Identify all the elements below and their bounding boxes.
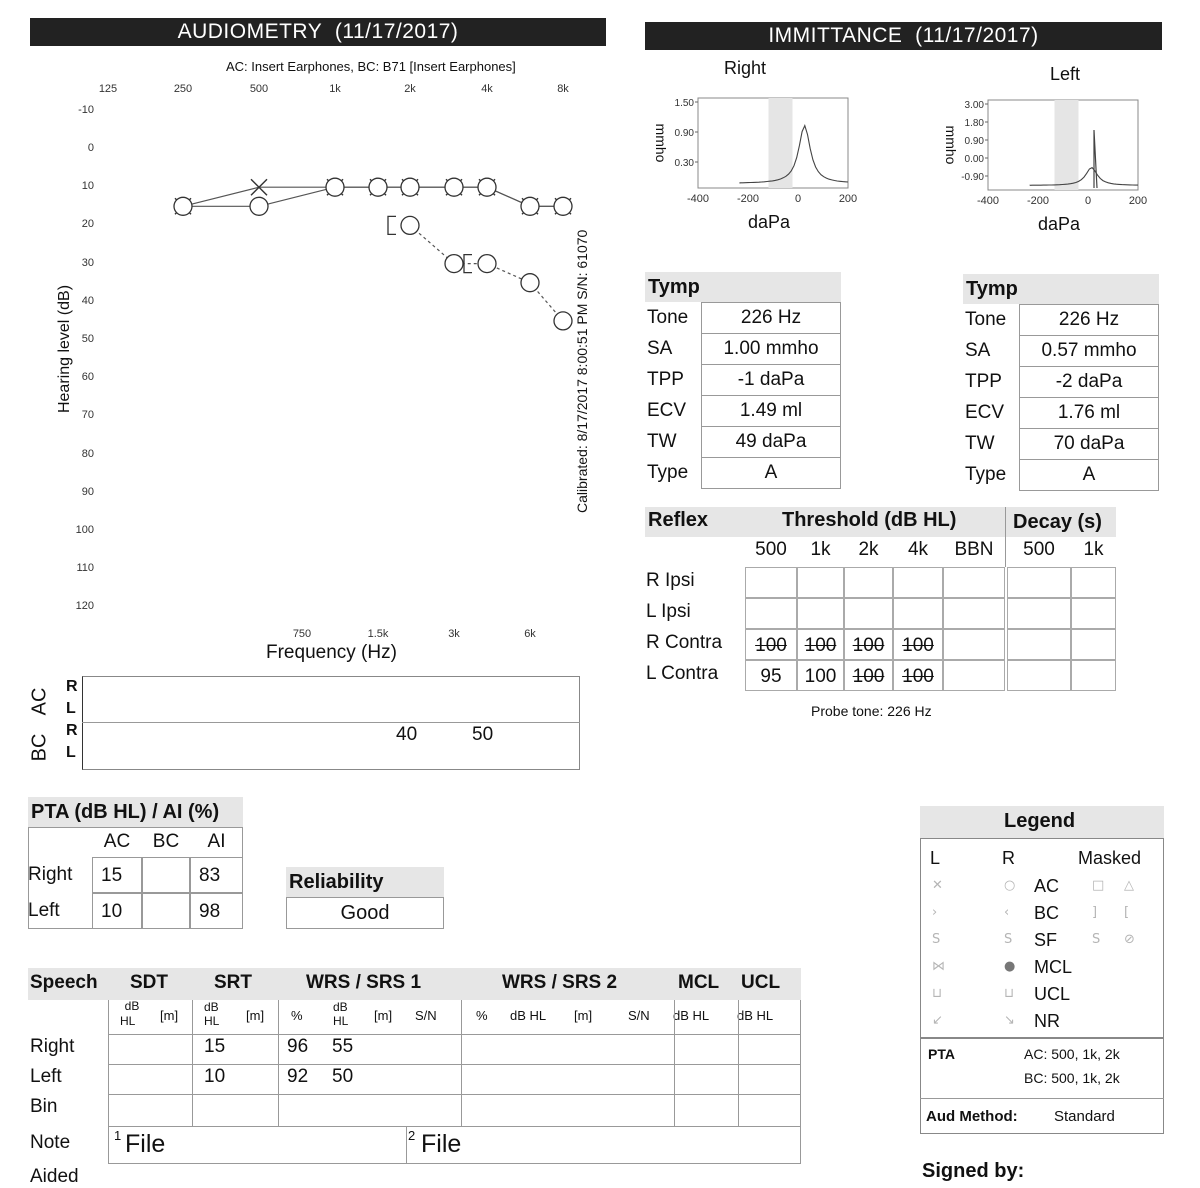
- masking-bc: [30, 728, 58, 768]
- tymp-row: [963, 367, 1159, 398]
- tymp-value: 226 Hz: [1020, 305, 1159, 336]
- freq-tick-bottom: 3k: [448, 628, 460, 640]
- reflex-cell: [943, 660, 1005, 691]
- aided-label: Aided: [30, 1166, 79, 1187]
- tymp-key: Tone: [645, 303, 702, 334]
- legend-symbol-icon: S: [1092, 932, 1101, 947]
- reflex-col-header: 1k: [1083, 539, 1104, 560]
- tymp-row: [963, 336, 1159, 367]
- reflex-sep: [1005, 507, 1006, 567]
- reflex-row-label: L Contra: [646, 663, 719, 684]
- tymp-key: ECV: [645, 396, 702, 427]
- tymp-x-unit: daPa: [1037, 214, 1081, 234]
- legend-symbol-icon: ●: [1004, 959, 1016, 974]
- reflex-cell: [1071, 598, 1116, 629]
- tymp-left-label: Left: [1050, 64, 1081, 84]
- reliability-label: Reliability: [286, 867, 444, 897]
- reflex-cell: [943, 567, 1005, 598]
- reflex-col-header: 500: [1023, 539, 1055, 560]
- tymp-y-unit: mmho: [943, 125, 959, 165]
- legend-pta-bc: BC: 500, 1k, 2k: [1024, 1070, 1120, 1086]
- reflex-cell: [745, 567, 797, 598]
- tymp-key: ECV: [963, 398, 1020, 429]
- legend-symbol-icon: ⊘: [1124, 932, 1135, 947]
- reflex-row-label: R Contra: [646, 632, 723, 653]
- tymp-value: A: [702, 458, 841, 489]
- db-tick: 10: [81, 180, 94, 193]
- reliability-box: [286, 867, 444, 929]
- tymp-value: -1 daPa: [702, 365, 841, 396]
- tymp-table-left: [963, 274, 1159, 491]
- pta-row-label: Right: [28, 864, 73, 885]
- note2-sup: 2: [408, 1128, 416, 1143]
- immittance-date: (11/17/2017): [915, 24, 1039, 47]
- tymp-x-tick: 0: [794, 193, 802, 205]
- reflex-cell: [893, 598, 943, 629]
- tymp-row: [963, 398, 1159, 429]
- freq-tick-top: 125: [98, 83, 118, 95]
- tymp-y-tick: 0.00: [964, 154, 984, 165]
- tymp-table-right: [645, 272, 841, 489]
- legend-symbol-icon: ✕: [932, 878, 943, 893]
- pta-cell: 15: [92, 857, 142, 893]
- legend-symbol-icon: ‹: [1004, 905, 1010, 920]
- speech-section: [28, 968, 801, 1188]
- legend-row-label: AC: [1034, 876, 1060, 896]
- freq-tick-bottom: 750: [292, 628, 312, 640]
- reflex-threshold-label: Threshold (dB HL): [782, 509, 957, 531]
- immittance-header: [645, 22, 1162, 50]
- reflex-cell: 100: [797, 629, 844, 660]
- freq-tick-top: 4k: [481, 83, 493, 95]
- right-ac-point: [369, 178, 387, 196]
- wrs1-m: [m]: [374, 1008, 393, 1023]
- audiogram-chart: [90, 90, 590, 630]
- db-tick: 50: [81, 333, 94, 345]
- db-tick: 100: [75, 524, 94, 536]
- probe-tone: Probe tone: 226 Hz: [811, 703, 932, 719]
- reflex-cell: [893, 567, 943, 598]
- tymp-row: [645, 458, 841, 489]
- db-tick: -10: [78, 103, 94, 116]
- reflex-table: [645, 507, 1116, 691]
- tymp-shade: [1055, 100, 1079, 190]
- audiometry-title: AUDIOMETRY: [177, 20, 323, 43]
- right-ac-point: [445, 178, 463, 196]
- right-srs-point: [401, 216, 419, 234]
- reflex-cell: 100: [844, 660, 893, 691]
- legend-symbol-icon: [: [1124, 905, 1130, 920]
- masking-ac: [30, 682, 58, 722]
- speech-hline: [108, 1064, 801, 1065]
- db-tick: 120: [75, 600, 94, 613]
- reflex-cell: [844, 567, 893, 598]
- tymp-y-tick: 0.90: [964, 136, 984, 147]
- reflex-cell: [1007, 598, 1071, 629]
- tymp-value: 0.57 mmho: [1020, 336, 1159, 367]
- tymp-value: 49 daPa: [702, 427, 841, 458]
- speech-vline: [192, 1000, 193, 1126]
- speech-group-header: WRS / SRS 2: [502, 972, 618, 993]
- tymp-row: [963, 305, 1159, 336]
- tymp-key: SA: [963, 336, 1020, 367]
- right-ac-point: [250, 197, 268, 215]
- speech-hline: [108, 1094, 801, 1095]
- speech-title: Speech: [30, 972, 98, 993]
- reflex-cell: 100: [893, 660, 943, 691]
- tympanogram-right: [636, 88, 866, 268]
- tymp-value: 1.76 ml: [1020, 398, 1159, 429]
- right-bc-masked-point: [388, 216, 396, 234]
- pta-cell: 10: [92, 893, 142, 929]
- tymp-value: 1.00 mmho: [702, 334, 841, 365]
- reflex-cell: 100: [844, 629, 893, 660]
- legend-symbol-icon: ○: [1004, 878, 1016, 893]
- tymp-y-tick: 0.90: [674, 128, 694, 139]
- right-srs-point: [478, 255, 496, 273]
- tymp-row: [645, 334, 841, 365]
- reflex-cell: [1007, 629, 1071, 660]
- legend-method-sep: [920, 1098, 1164, 1099]
- reflex-cell: 100: [893, 629, 943, 660]
- reflex-col-header: 4k: [907, 539, 929, 560]
- transducer-label: AC: Insert Earphones, BC: B71 [Insert Earphones]: [226, 59, 516, 74]
- masking-bc-label: BC: [28, 733, 51, 762]
- speech-wrs-db: 55: [332, 1036, 354, 1057]
- audiometry-date: (11/17/2017): [334, 20, 459, 43]
- freq-tick-bottom: 1.5k: [367, 628, 389, 640]
- legend-row-label: MCL: [1034, 957, 1073, 977]
- tympanogram-left: [926, 90, 1166, 270]
- legend-symbol-icon: ⊔: [1004, 986, 1015, 1001]
- reflex-cell: [797, 567, 844, 598]
- speech-row-label: Right: [30, 1036, 75, 1057]
- masking-ear-labels: [66, 676, 78, 764]
- reflex-cell: [1071, 629, 1116, 660]
- sdt-db: dB: [124, 999, 140, 1013]
- db-tick: 40: [81, 294, 94, 307]
- note-label: Note: [30, 1132, 71, 1153]
- legend-row-label: UCL: [1034, 984, 1071, 1004]
- speech-wrs-db: 50: [332, 1066, 354, 1087]
- db-tick: 60: [81, 371, 94, 384]
- tymp-key: Type: [645, 458, 702, 489]
- freq-tick-top: 2k: [404, 83, 416, 95]
- freq-tick-top: 500: [249, 83, 269, 95]
- tymp-key: SA: [645, 334, 702, 365]
- speech-wrs-pct: 92: [287, 1066, 309, 1087]
- tymp-header-left: Tymp: [963, 274, 1159, 304]
- right-ac-point: [478, 178, 496, 196]
- calibration-text: Calibrated: 8/17/2017 8:00:51 PM S/N: 61070: [574, 229, 590, 513]
- reflex-cell: 100: [797, 660, 844, 691]
- db-tick: 30: [81, 256, 94, 269]
- bc-r-value-1: 40: [396, 724, 418, 745]
- pta-cell: 83: [190, 857, 243, 893]
- pta-row-label: Left: [28, 900, 60, 921]
- freq-tick-bottom: 6k: [524, 628, 536, 640]
- reflex-decay-label: Decay (s): [1013, 511, 1102, 533]
- masking-table: [30, 676, 580, 770]
- bc-r-value-2: 50: [472, 724, 494, 745]
- db-tick: 20: [81, 218, 94, 231]
- speech-row-label: Left: [30, 1066, 62, 1087]
- freq-tick-top: 8k: [557, 83, 569, 95]
- tymp-x-tick: 200: [1128, 195, 1148, 207]
- legend-pta-ac: AC: 500, 1k, 2k: [1024, 1046, 1120, 1062]
- legend-l: L: [930, 848, 941, 868]
- legend-symbol-icon: ↙: [932, 1013, 943, 1028]
- speech-hline: [108, 1126, 801, 1127]
- audiometry-header: [30, 18, 606, 46]
- sdt-hl: HL: [120, 1014, 136, 1028]
- db-tick: 0: [87, 142, 94, 154]
- speech-hline: [108, 1034, 801, 1035]
- wrs1-pct: %: [291, 1008, 303, 1023]
- legend-symbol-icon: ⊔: [932, 986, 943, 1001]
- tymp-value: 70 daPa: [1020, 429, 1159, 460]
- wrs1-hl: HL: [333, 1014, 349, 1028]
- tymp-x-tick: 200: [838, 193, 858, 205]
- sdt-m: [m]: [160, 1008, 179, 1023]
- pta-section: [28, 797, 243, 922]
- reflex-cell: [943, 598, 1005, 629]
- tymp-value: A: [1020, 460, 1159, 491]
- tymp-x-tick: 0: [1084, 195, 1092, 207]
- right-srs-point: [521, 274, 539, 292]
- wrs1-sn: S/N: [415, 1008, 437, 1023]
- legend-method-label: Aud Method:: [926, 1108, 1018, 1125]
- tymp-key: TW: [963, 429, 1020, 460]
- speech-srt: 15: [204, 1036, 226, 1057]
- speech-vline: [278, 1000, 279, 1126]
- legend-r: R: [1002, 848, 1015, 868]
- tymp-value: 1.49 ml: [702, 396, 841, 427]
- speech-srt: 10: [204, 1066, 226, 1087]
- note1-sup: 1: [114, 1128, 122, 1143]
- freq-tick-top: 1k: [329, 83, 341, 95]
- wrs1-db: dB: [333, 1000, 348, 1014]
- speech-wrs-pct: 96: [287, 1036, 309, 1057]
- masking-divider: [82, 722, 580, 723]
- speech-group-header: UCL: [741, 972, 781, 993]
- freq-tick-top: 250: [173, 83, 193, 95]
- calibration-block: [552, 150, 612, 520]
- speech-vline: [738, 1000, 739, 1126]
- tymp-y-unit: mmho: [653, 123, 669, 163]
- pta-table: [28, 827, 243, 927]
- speech-vline: [461, 1000, 462, 1126]
- tymp-row: [963, 460, 1159, 491]
- tymp-x-tick: -400: [686, 193, 710, 205]
- legend-symbol-icon: △: [1124, 878, 1134, 893]
- wrs2-dbhl: dB HL: [510, 1008, 547, 1023]
- tymp-x-tick: -200: [736, 193, 760, 205]
- tymp-row: [963, 429, 1159, 460]
- pta-col-header: AI: [207, 831, 226, 852]
- bc-l: L: [66, 744, 76, 761]
- ac-l: L: [66, 700, 76, 717]
- ucl-dbhl: dB HL: [737, 1008, 774, 1023]
- tymp-x-unit: daPa: [747, 212, 791, 232]
- db-tick: 80: [81, 447, 94, 460]
- tymp-row: [645, 396, 841, 427]
- wrs2-sn: S/N: [628, 1008, 650, 1023]
- speech-group-header: SRT: [214, 972, 252, 993]
- speech-row-label: Bin: [30, 1096, 58, 1117]
- tymp-x-tick: -400: [976, 195, 1000, 207]
- pta-border: [28, 827, 243, 929]
- reliability-value: Good: [286, 897, 444, 929]
- immittance-title: IMMITTANCE: [768, 24, 903, 47]
- tymp-header-right: Tymp: [645, 272, 841, 302]
- legend-symbol-icon: □: [1092, 878, 1105, 893]
- db-tick: 110: [76, 562, 94, 575]
- note2-text: File: [421, 1130, 462, 1158]
- reflex-row-label: L Ipsi: [646, 601, 691, 622]
- tymp-values-left: [963, 304, 1159, 491]
- tymp-row: [645, 365, 841, 396]
- reflex-cell: 100: [745, 629, 797, 660]
- legend-row-label: NR: [1034, 1011, 1060, 1031]
- reflex-title: Reflex: [648, 509, 709, 531]
- tymp-y-tick: 1.80: [964, 118, 984, 129]
- right-ac-point: [326, 178, 344, 196]
- tymp-key: TPP: [963, 367, 1020, 398]
- x-axis-label: Frequency (Hz): [266, 642, 397, 663]
- y-axis-label: Hearing level (dB): [56, 284, 73, 414]
- srt-m: [m]: [246, 1008, 265, 1023]
- pta-col-header: AC: [103, 831, 131, 852]
- reflex-cell: [1007, 567, 1071, 598]
- tymp-key: Tone: [963, 305, 1020, 336]
- speech-group-header: SDT: [130, 972, 168, 993]
- srt-hl: HL: [204, 1014, 220, 1028]
- pta-title: PTA (dB HL) / AI (%): [28, 797, 243, 827]
- legend-pta-label: PTA: [928, 1046, 955, 1062]
- reflex-col-header: 1k: [810, 539, 831, 560]
- legend-symbol-icon: ⋈: [932, 959, 945, 974]
- wrs2-m: [m]: [574, 1008, 593, 1023]
- legend-masked: Masked: [1078, 848, 1142, 868]
- speech-note-sep: [406, 1126, 407, 1164]
- reflex-row-label: R Ipsi: [646, 570, 695, 591]
- wrs2-pct: %: [476, 1008, 488, 1023]
- legend-symbol-icon: S: [1004, 932, 1013, 947]
- legend-title: Legend: [1004, 810, 1076, 832]
- tymp-y-tick: 1.50: [674, 98, 694, 109]
- masking-ac-label: AC: [28, 687, 51, 716]
- speech-group-header: WRS / SRS 1: [306, 972, 422, 993]
- reflex-cell: [797, 598, 844, 629]
- tymp-key: Type: [963, 460, 1020, 491]
- right-ac-point: [174, 197, 192, 215]
- legend-symbol-icon: ]: [1092, 905, 1098, 920]
- tymp-y-tick: -0.90: [961, 172, 984, 183]
- legend-row-label: BC: [1034, 903, 1060, 923]
- reflex-col-header: BBN: [954, 539, 994, 560]
- ac-r: R: [66, 678, 78, 695]
- note1-text: File: [125, 1130, 166, 1158]
- pta-cell: 98: [190, 893, 243, 929]
- reflex-cell: [745, 598, 797, 629]
- tymp-y-tick: 3.00: [964, 100, 984, 111]
- signed-by-label: Signed by:: [922, 1160, 1025, 1182]
- right-ac-point: [521, 197, 539, 215]
- masking-grid: [82, 676, 580, 770]
- speech-group-header: MCL: [678, 972, 720, 993]
- reflex-cell: 95: [745, 660, 797, 691]
- right-ac-point: [401, 178, 419, 196]
- legend-symbol-icon: ↘: [1004, 1013, 1015, 1028]
- reflex-col-header: 500: [755, 539, 787, 560]
- legend-symbol-icon: ›: [932, 905, 938, 920]
- tymp-value: -2 daPa: [1020, 367, 1159, 398]
- reflex-col-header: 2k: [858, 539, 879, 560]
- mcl-dbhl: dB HL: [673, 1008, 710, 1023]
- reflex-cell: [844, 598, 893, 629]
- tymp-key: TPP: [645, 365, 702, 396]
- legend-section: [920, 806, 1164, 1136]
- srt-db: dB: [204, 1000, 219, 1014]
- legend-method-value: Standard: [1054, 1108, 1115, 1125]
- legend-symbol-icon: S: [932, 932, 941, 947]
- reflex-cell: [1071, 567, 1116, 598]
- pta-col-header: BC: [152, 831, 180, 852]
- tymp-y-tick: 0.30: [674, 158, 694, 169]
- reflex-cell: [1007, 660, 1071, 691]
- tymp-right-label: Right: [724, 58, 767, 78]
- tymp-row: [645, 427, 841, 458]
- legend-row-label: SF: [1034, 930, 1058, 950]
- reflex-cell: [1071, 660, 1116, 691]
- db-tick: 90: [81, 485, 94, 498]
- tymp-x-tick: -200: [1026, 195, 1050, 207]
- tymp-values-right: [645, 302, 841, 489]
- speech-vline: [674, 1000, 675, 1126]
- db-tick: 70: [81, 409, 94, 422]
- right-srs-point: [445, 255, 463, 273]
- tymp-value: 226 Hz: [702, 303, 841, 334]
- reflex-cell: [943, 629, 1005, 660]
- tymp-key: TW: [645, 427, 702, 458]
- bc-r: R: [66, 722, 78, 739]
- tymp-row: [645, 303, 841, 334]
